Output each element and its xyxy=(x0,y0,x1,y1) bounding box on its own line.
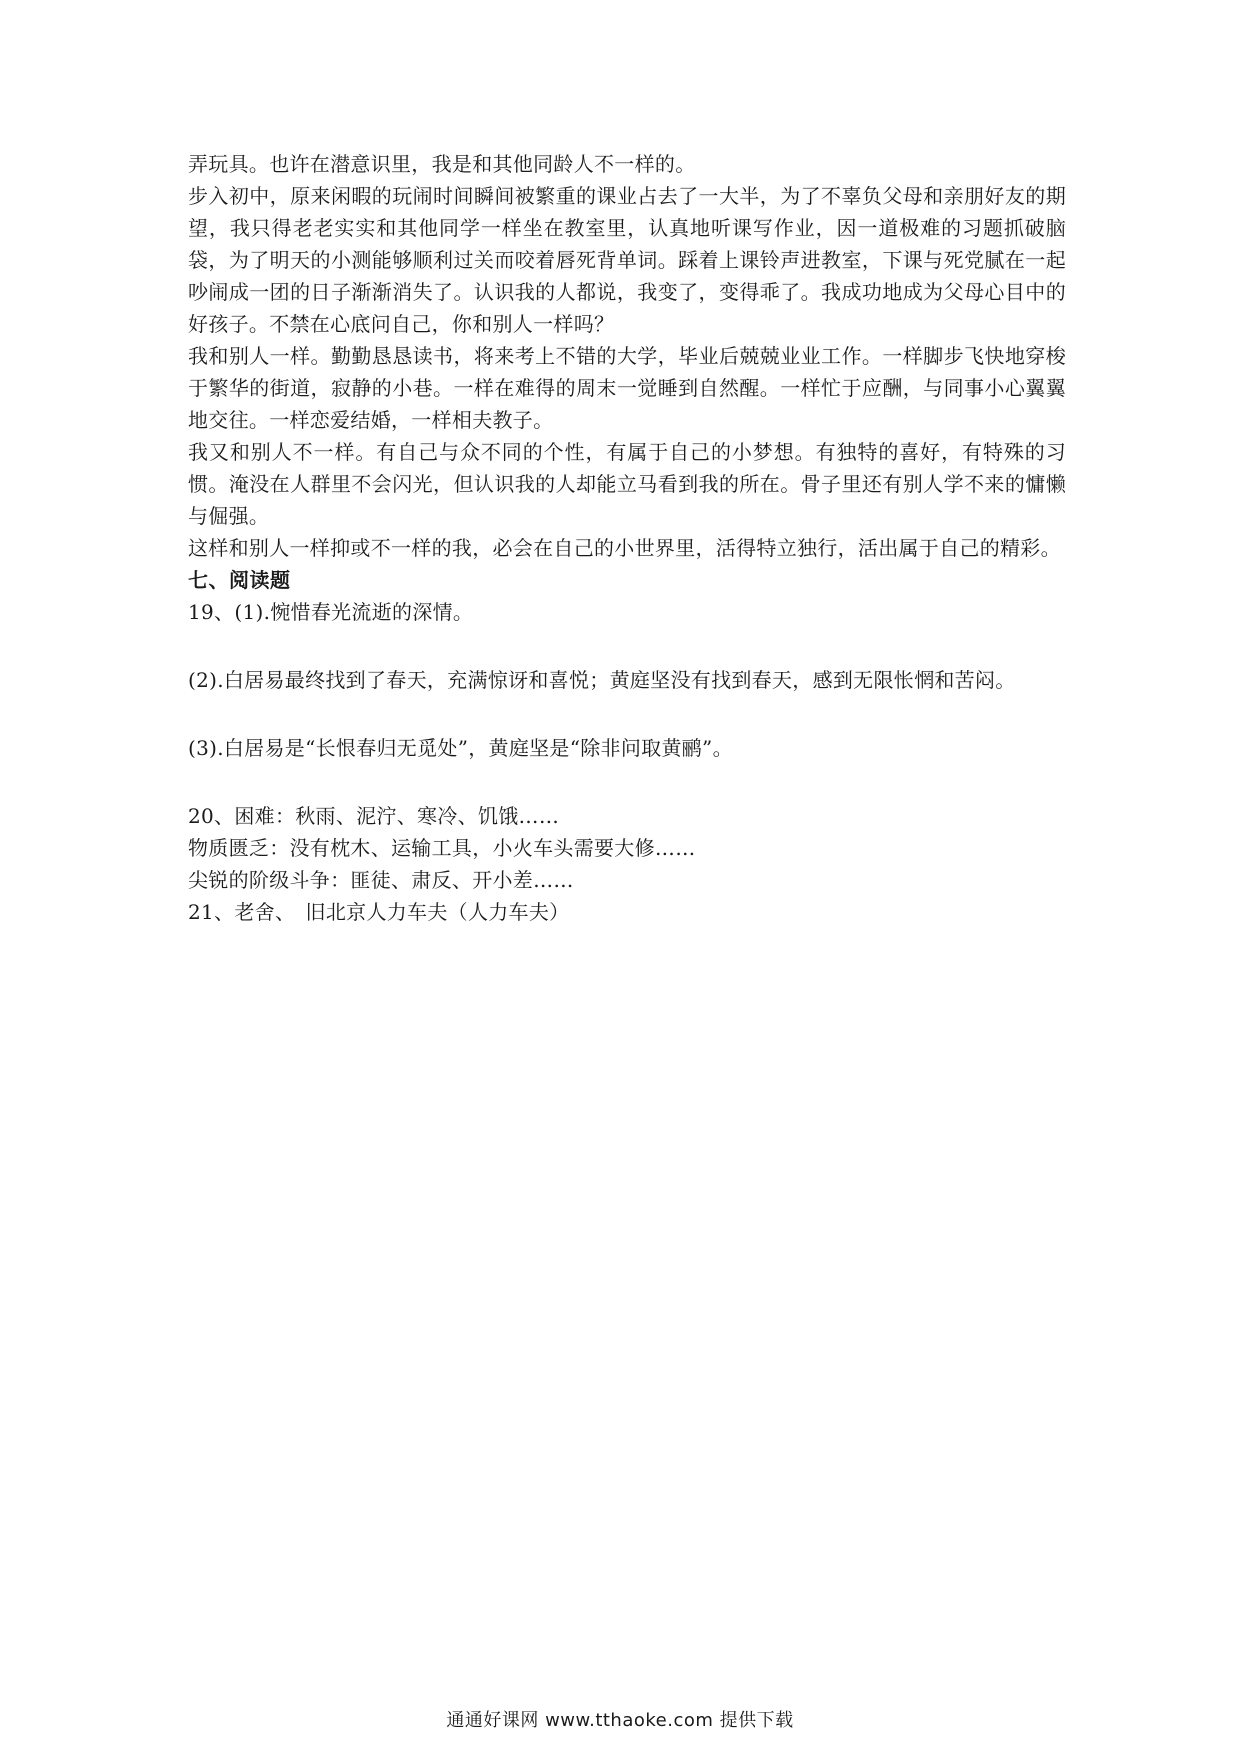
answer-19-3: (3).白居易是“长恨春归无觅处”，黄庭坚是“除非问取黄鹂”。 xyxy=(188,736,733,760)
footer-watermark: 通通好课网 www.tthaoke.com 提供下载 xyxy=(446,1710,794,1731)
essay-paragraph: 步入初中，原来闲暇的玩闹时间瞬间被繁重的课业占去了一大半，为了不辜负父母和亲朋好友的期望，我只得老老实实和其他同学一样坐在教室里，认真地听课写作业，因一道极难的习题抓破脑袋，为了明天的小测能够顺利过关而咬着唇死背单词。踩着上课铃声进教室，下课与死党腻在一起吵闹成一团的日子渐渐消失了。认识我的人都说，我变了，变得乖了。我成功地成为父母心目中的好孩子。不禁在心底问自己，你和别人一样吗？ xyxy=(188,184,1066,336)
answer-20-3: 尖锐的阶级斗争：匪徒、肃反、开小差…… xyxy=(188,868,574,892)
answer-20-2: 物质匮乏：没有枕木、运输工具，小火车头需要大修…… xyxy=(188,836,696,860)
answer-20-1: 20、困难：秋雨、泥泞、寒冷、饥饿…… xyxy=(188,804,560,828)
essay-paragraph: 弄玩具。也许在潜意识里，我是和其他同龄人不一样的。 xyxy=(188,152,696,176)
page-content xyxy=(188,148,1066,928)
section-heading: 七、阅读题 xyxy=(188,568,291,592)
essay-text xyxy=(188,148,1066,564)
answer-21: 21、老舍、 旧北京人力车夫（人力车夫） xyxy=(188,900,570,924)
answer-19-1: 19、(1).惋惜春光流逝的深情。 xyxy=(188,600,474,624)
answer-list xyxy=(188,596,1066,928)
answer-19-2: (2).白居易最终找到了春天，充满惊讶和喜悦；黄庭坚没有找到春天，感到无限怅惘和苦闷。 xyxy=(188,668,1016,692)
essay-paragraph: 这样和别人一样抑或不一样的我，必会在自己的小世界里，活得特立独行，活出属于自己的精彩。 xyxy=(188,536,1061,560)
essay-paragraph: 我和别人一样。勤勤恳恳读书，将来考上不错的大学，毕业后兢兢业业工作。一样脚步飞快地穿梭于繁华的街道，寂静的小巷。一样在难得的周末一觉睡到自然醒。一样忙于应酬，与同事小心翼翼地交往。一样恋爱结婚，一样相夫教子。 xyxy=(188,344,1066,432)
essay-paragraph: 我又和别人不一样。有自己与众不同的个性，有属于自己的小梦想。有独特的喜好，有特殊的习惯。淹没在人群里不会闪光，但认识我的人却能立马看到我的所在。骨子里还有别人学不来的慵懒与倔强。 xyxy=(188,440,1066,528)
